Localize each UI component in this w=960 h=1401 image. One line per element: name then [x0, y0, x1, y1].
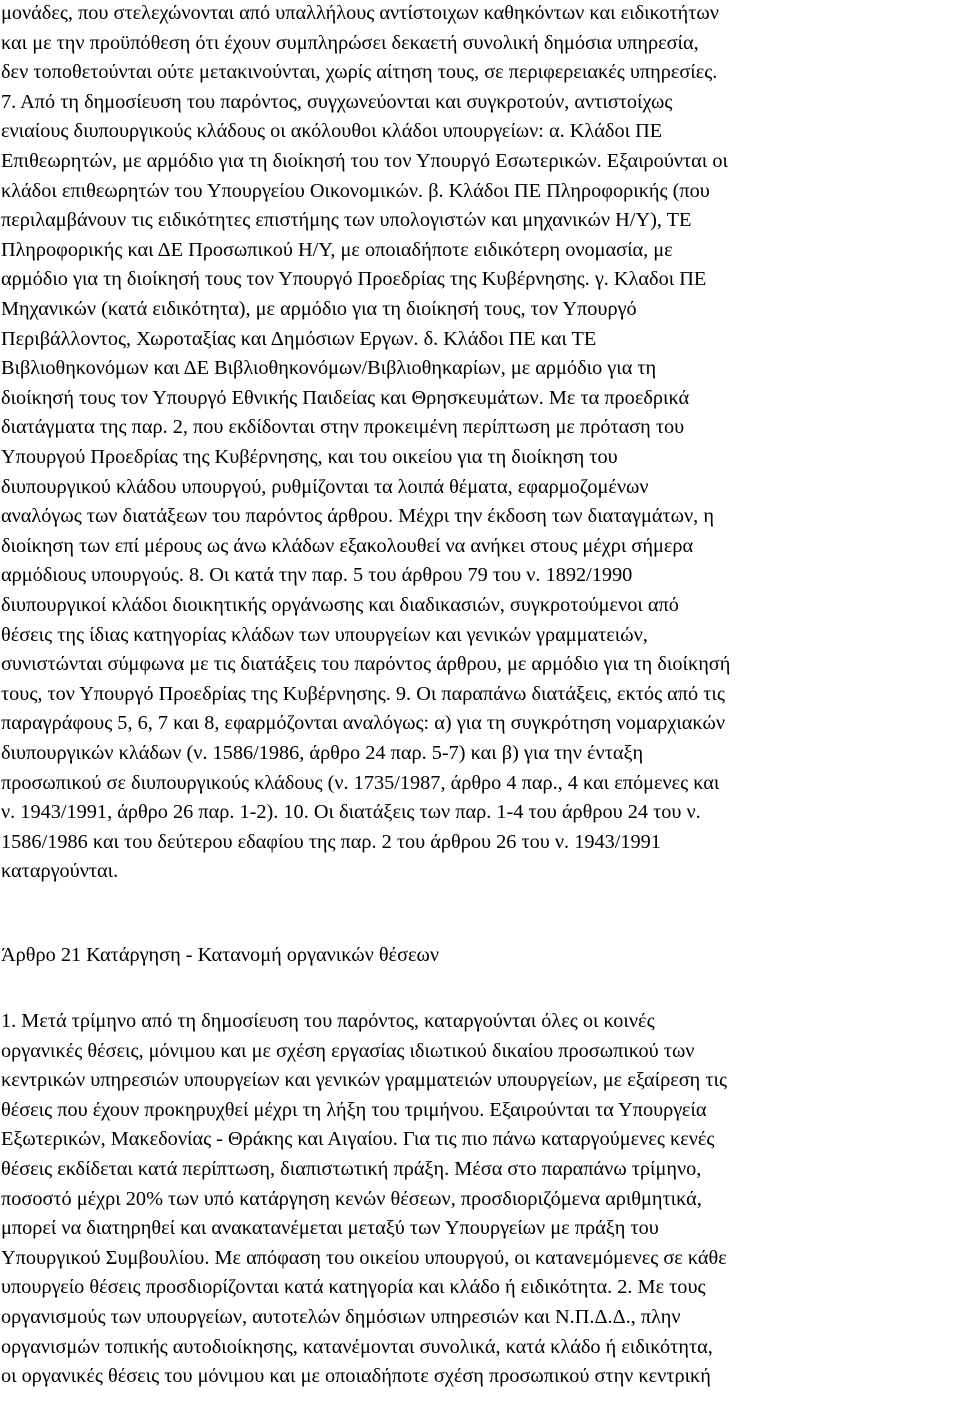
text-line: Υπουργού Προεδρίας της Κυβέρνησης, και του οικείου για τη διοίκηση του	[1, 446, 618, 468]
text-line: ενιαίους διυπουργικούς κλάδους οι ακόλουθοι κλάδοι υπουργείων: α. Κλάδοι ΠΕ	[1, 120, 663, 143]
text-line: διυπουργικών κλάδων (ν. 1586/1986, άρθρο 24 παρ. 5-7) και β) για την ένταξη	[1, 742, 644, 764]
text-line: ποσοστό μέχρι 20% των υπό κατάργηση κενών θέσεων, προσδιοριζόμενα αριθμητικά,	[1, 1187, 702, 1210]
text-line: διοίκηση των επί μέρους ως άνω κλάδων εξακολουθεί να ανήκει στους μέχρι σήμερα	[1, 534, 694, 557]
text-line: θέσεις εκδίδεται κατά περίπτωση, διαπιστωτική πράξη. Μέσα στο παραπάνω τρίμηνο,	[1, 1158, 702, 1180]
text-line: αναλόγως των διατάξεων του παρόντος άρθρου. Μέχρι την έκδοση των διαταγμάτων, η	[1, 505, 714, 528]
text-line: διυπουργικοί κλάδοι διοικητικής οργάνωσης και διαδικασιών, συγκροτούμενοι από	[1, 594, 679, 616]
text-line: καταργούνται.	[1, 860, 119, 883]
text-line: Εξωτερικών, Μακεδονίας - Θράκης και Αιγαίου. Για τις πιο πάνω καταργούμενες κενές	[1, 1128, 715, 1151]
text-line: 1586/1986 και του δεύτερου εδαφίου της παρ. 2 του άρθρου 26 του ν. 1943/1991	[1, 830, 661, 853]
text-line: μπορεί να διατηρηθεί και ανακατανέμεται μεταξύ των Υπουργείων με πράξη του	[1, 1217, 659, 1240]
text-line: οι οργανικές θέσεις του μόνιμου και με οποιαδήποτε σχέση προσωπικού στην κεντρική	[1, 1365, 711, 1388]
text-line: μονάδες, που στελεχώνονται από υπαλλήλους αντίστοιχων καθηκόντων και ειδικοτήτων	[1, 2, 719, 24]
text-line: Υπουργικού Συμβουλίου. Με απόφαση του οικείου υπουργού, οι κατανεμόμενες σε κάθε	[1, 1246, 727, 1269]
text-line: προσωπικού σε διυπουργικούς κλάδους (ν. 1735/1987, άρθρο 4 παρ., 4 και επόμενες και	[1, 771, 720, 794]
text-line: αρμόδιους υπουργούς. 8. Οι κατά την παρ. 5 του άρθρου 79 του ν. 1892/1990	[1, 564, 633, 587]
text-line: Βιβλιοθηκονόμων και ΔΕ Βιβλιοθηκονόμων/Βιβλιοθηκαρίων, με αρμόδιο για τη	[1, 357, 657, 380]
text-line: τους, τον Υπουργό Προεδρίας της Κυβέρνησης. 9. Οι παραπάνω διατάξεις, εκτός από τις	[1, 682, 725, 705]
text-line: διυπουργικού κλάδου υπουργού, ρυθμίζονται τα λοιπά θέματα, εφαρμοζομένων	[1, 475, 649, 498]
text-line: θέσεις που έχουν προκηρυχθεί μέχρι τη λήξη του τριμήνου. Εξαιρούνται τα Υπουργεία	[1, 1098, 707, 1121]
text-line: θέσεις της ίδιας κατηγορίας κλάδων των υπουργείων και γενικών γραμματειών,	[1, 623, 648, 646]
text-line: συνιστώνται σύμφωνα με τις διατάξεις του παρόντος άρθρου, με αρμόδιο για τη διοίκησή	[1, 653, 731, 676]
text-line: κεντρικών υπηρεσιών υπουργείων και γενικών γραμματειών υπουργείων, με εξαίρεση τις	[1, 1069, 727, 1092]
text-line: και με την προϋπόθεση ότι έχουν συμπληρώσει δεκαετή συνολική δημόσια υπηρεσία,	[1, 31, 699, 54]
text-line: δεν τοποθετούνται ούτε μετακινούνται, χωρίς αίτηση τους, σε περιφερειακές υπηρεσίες.	[1, 61, 718, 84]
text-line: παραγράφους 5, 6, 7 και 8, εφαρμόζονται αναλόγως: α) για τη συγκρότηση νομαρχιακών	[1, 712, 725, 735]
text-line: ν. 1943/1991, άρθρο 26 παρ. 1-2). 10. Οι διατάξεις των παρ. 1-4 του άρθρου 24 του ν.	[1, 801, 701, 824]
text-line: Επιθεωρητών, με αρμόδιο για τη διοίκησή του τον Υπουργό Εσωτερικών. Εξαιρούνται οι	[1, 150, 728, 172]
text-line: διατάγματα της παρ. 2, που εκδίδονται στην προκειμένη περίπτωση με πρόταση του	[1, 416, 685, 439]
text-line: διοίκησή τους τον Υπουργό Εθνικής Παιδείας και Θρησκευμάτων. Με τα προεδρικά	[1, 386, 690, 409]
text-line: οργανικές θέσεις, μόνιμου και με σχέση εργασίας ιδιωτικού δικαίου προσωπικού των	[1, 1039, 695, 1062]
text-line: 7. Από τη δημοσίευση του παρόντος, συγχωνεύονται και συγκροτούν, αντιστοίχως	[1, 90, 673, 113]
text-line: αρμόδιο για τη διοίκησή τους τον Υπουργό Προεδρίας της Κυβέρνησης. γ. Κλαδοι ΠΕ	[1, 268, 707, 291]
text-line: 1. Μετά τρίμηνο από τη δημοσίευση του παρόντος, καταργούνται όλες οι κοινές	[1, 1010, 655, 1032]
text-line: κλάδοι επιθεωρητών του Υπουργείου Οικονομικών. β. Κλάδοι ΠΕ Πληροφορικής (που	[1, 179, 710, 202]
text-line: περιλαμβάνουν τις ειδικότητες επιστήμης των υπολογιστών και μηχανικών Η/Υ), ΤΕ	[1, 209, 692, 232]
text-line: Μηχανικών (κατά ειδικότητα), με αρμόδιο για τη διοίκησή τους, τον Υπουργό	[1, 298, 637, 320]
article-heading: Άρθρο 21 Κατάργηση - Κατανομή οργανικών θέσεων	[1, 944, 440, 966]
text-line: υπουργείο θέσεις προσδιορίζονται κατά κατηγορία και κλάδο ή ειδικότητα. 2. Με τους	[1, 1276, 706, 1299]
text-line: Περιβάλλοντος, Χωροταξίας και Δημόσιων Εργων. δ. Κλάδοι ΠΕ και ΤΕ	[1, 327, 597, 350]
text-line: οργανισμών τοπικής αυτοδιοίκησης, κατανέμονται συνολικά, κατά κλάδο ή ειδικότητα,	[1, 1335, 713, 1358]
text-line: Πληροφορικής και ΔΕ Προσωπικού Η/Υ, με οποιαδήποτε ειδικότερη ονομασία, με	[1, 238, 673, 261]
text-line: οργανισμούς των υπουργείων, αυτοτελών δημόσιων υπηρεσιών και Ν.Π.Δ.Δ., πλην	[1, 1306, 681, 1328]
